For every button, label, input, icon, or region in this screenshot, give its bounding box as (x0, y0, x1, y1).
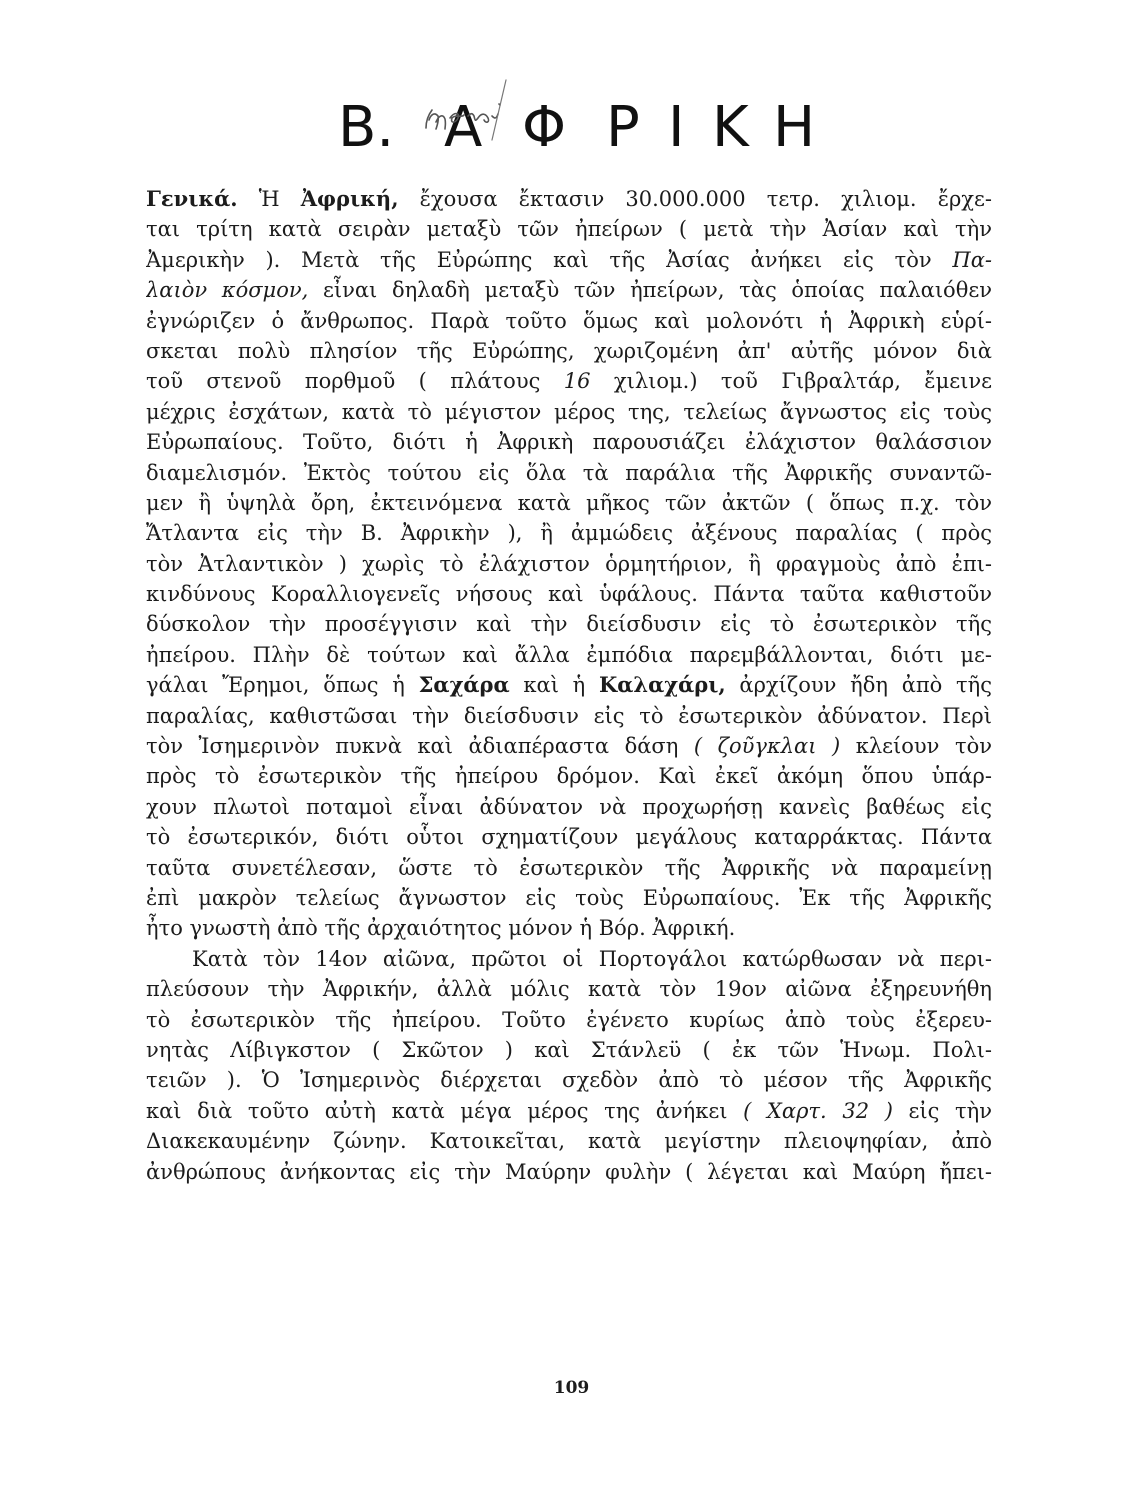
text-run: Ἀμερικὴν ). Μετὰ τῆς Εὐρώπης καὶ τῆς Ἀσίας ἀνήκει εἰς τὸν (146, 247, 953, 272)
text-line (146, 883, 992, 913)
italic-term: Πα- (952, 247, 992, 272)
text-line (146, 640, 992, 670)
text-line (146, 731, 992, 761)
text-line (146, 974, 992, 1004)
text-line (146, 458, 992, 488)
text-line (146, 1005, 992, 1035)
italic-term: ( ζοῦγκλαι ) (693, 734, 841, 759)
text-run: πρὸς τὸ ἐσωτερικὸν τῆς ἠπείρου δρόμον. Καὶ ἐκεῖ ἀκόμη ὅπου ὑπάρ- (146, 764, 992, 789)
italic-term: λαιὸν κόσμον, (146, 278, 309, 303)
heading-letter: Α (444, 95, 483, 160)
text-run: Εὐρωπαίους. Τοῦτο, διότι ἡ Ἀφρικὴ παρουσιάζει ἐλάχιστον θαλάσσιον (146, 430, 992, 455)
heading-letter: Κ (712, 95, 749, 160)
text-line (146, 853, 992, 883)
text-run: Ἄτλαντα εἰς τὴν Β. Ἀφρικὴν ), ἢ ἀμμώδεις ἀξένους παραλίας ( πρὸς (146, 521, 992, 546)
text-run: δύσκολον τὴν προσέγγισιν καὶ τὴν διείσδυσιν εἰς τὸ ἐσωτερικὸν τῆς (146, 612, 992, 637)
paragraph1 (146, 184, 992, 944)
text-run: νητὰς Λίβιγκστον ( Σκῶτον ) καὶ Στάνλεϋ ( ἐκ τῶν Ἡνωμ. Πολι- (146, 1037, 992, 1062)
bold-term: Ἀφρική, (300, 186, 399, 211)
text-line (146, 245, 992, 275)
text-run: Ἡ (237, 187, 301, 211)
page-number: 109 (553, 1378, 590, 1398)
text-line (146, 701, 992, 731)
text-run: Κατὰ τὸν 14ον αἰῶνα, πρῶτοι οἱ Πορτογάλοι κατώρθωσαν νὰ περι- (192, 946, 992, 971)
text-run: ἠπείρου. Πλὴν δὲ τούτων καὶ ἄλλα ἐμπόδια παρεμβάλλονται, διότι με- (146, 642, 992, 667)
bold-term: Σαχάρα (418, 672, 510, 698)
text-line (146, 488, 992, 518)
text-run: ἐπὶ μακρὸν τελείως ἄγνωστον εἰς τοὺς Εὐρωπαίους. Ἐκ τῆς Ἀφρικῆς (146, 885, 992, 910)
body-text (146, 184, 992, 1187)
text-line (146, 275, 992, 305)
text-line (146, 1065, 992, 1095)
text-run: ἦτο γνωστὴ ἀπὸ τῆς ἀρχαιότητος μόνον ἡ Βόρ. Ἀφρική. (146, 916, 736, 941)
heading-letter: Ι (668, 95, 685, 160)
text-run: μεν ἢ ὑψηλὰ ὄρη, ἐκτεινόμενα κατὰ μῆκος τῶν ἀκτῶν ( ὅπως π.χ. τὸν (146, 490, 992, 515)
heading-letter: Φ (522, 95, 567, 160)
text-run: χουν πλωτοὶ ποταμοὶ εἶναι ἀδύνατον νὰ προχωρήσῃ κανεὶς βαθέως εἰς (146, 794, 992, 819)
text-line (146, 792, 992, 822)
text-run: τειῶν ). Ὁ Ἰσημερινὸς διέρχεται σχεδὸν ἀπὸ τὸ μέσον τῆς Ἀφρικῆς (146, 1068, 992, 1093)
text-run: ἀνθρώπους ἀνήκοντας εἰς τὴν Μαύρην φυλὴν ( λέγεται καὶ Μαύρη ἤπει- (146, 1159, 992, 1184)
text-run: κινδύνους Κοραλλιογενεῖς νήσους καὶ ὑφάλους. Πάντα ταῦτα καθιστοῦν (146, 582, 992, 607)
heading-letter: Η (773, 95, 816, 160)
text-line (146, 397, 992, 427)
text-run: τὸ ἐσωτερικόν, διότι οὗτοι σχηματίζουν μεγάλους καταρράκτας. Πάντα (146, 825, 992, 850)
text-line (146, 1157, 992, 1187)
text-line (146, 336, 992, 366)
text-run: Διακεκαυμένην ζώνην. Κατοικεῖται, κατὰ μεγίστην πλειοψηφίαν, ἀπὸ (146, 1129, 992, 1154)
bold-term: Καλαχάρι, (598, 672, 726, 698)
text-line (146, 944, 992, 974)
text-line (146, 427, 992, 457)
text-run: καὶ ἡ (509, 673, 599, 698)
paragraph2 (146, 944, 992, 1187)
text-run: εἶναι δηλαδὴ μεταξὺ τῶν ἠπείρων, τὰς ὁποίας παλαιόθεν (308, 278, 992, 303)
text-line (146, 670, 992, 700)
text-run: ται τρίτη κατὰ σειρὰν μεταξὺ τῶν ἠπείρων ( μετὰ τὴν Ἀσίαν καὶ τὴν (146, 217, 992, 242)
text-run: σκεται πολὺ πλησίον τῆς Εὐρώπης, χωριζομένη ἀπ' αὐτῆς μόνον διὰ (146, 338, 992, 363)
text-line (146, 306, 992, 336)
text-run: μέχρις ἐσχάτων, κατὰ τὸ μέγιστον μέρος της, τελείως ἄγνωστος εἰς τοὺς (146, 399, 992, 424)
text-run: κλείουν τὸν (840, 734, 992, 759)
text-line (146, 518, 992, 548)
text-line (146, 1096, 992, 1126)
text-line (146, 1035, 992, 1065)
text-line (146, 822, 992, 852)
text-line (146, 579, 992, 609)
text-run: τὸν Ἀτλαντικὸν ) χωρὶς τὸ ἐλάχιστον ὁρμητήριον, ἢ φραγμοὺς ἀπὸ ἐπι- (146, 551, 992, 576)
text-run: γάλαι Ἔρημοι, ὅπως ἡ (146, 673, 419, 698)
text-line (146, 761, 992, 791)
text-run: ἔχουσα ἔκτασιν 30.000.000 τετρ. χιλιομ. ἔρχε- (398, 187, 992, 211)
text-run: πλεύσουν τὴν Ἀφρικήν, ἀλλὰ μόλις κατὰ τὸν 19ον αἰῶνα ἐξηρευνήθη (146, 977, 992, 1002)
text-run: χιλιομ.) τοῦ Γιβραλτάρ, ἔμεινε (590, 369, 992, 394)
text-line (146, 1126, 992, 1156)
text-run: τὸ ἐσωτερικὸν τῆς ἠπείρου. Τοῦτο ἐγένετο κυρίως ἀπὸ τοὺς ἐξερευ- (146, 1007, 992, 1032)
italic-term: ( Χαρτ. 32 ) (743, 1098, 893, 1123)
text-line (146, 913, 992, 943)
text-run: παραλίας, καθιστῶσαι τὴν διείσδυσιν εἰς τὸ ἐσωτερικὸν ἀδύνατον. Περὶ (146, 703, 992, 728)
handwritten-annotation (420, 74, 520, 144)
text-run: τὸν Ἰσημερινὸν πυκνὰ καὶ ἀδιαπέραστα δάση (146, 734, 694, 759)
text-line (146, 366, 992, 396)
text-run: καὶ διὰ τοῦτο αὐτὴ κατὰ μέγα μέρος της ἀνήκει (146, 1098, 744, 1123)
text-run: διαμελισμόν. Ἐκτὸς τούτου εἰς ὅλα τὰ παράλια τῆς Ἀφρικῆς συναντῶ- (146, 460, 992, 485)
text-line (146, 214, 992, 244)
heading-prefix: Β. (338, 95, 395, 160)
text-line (146, 549, 992, 579)
text-run: τοῦ στενοῦ πορθμοῦ ( πλάτους (146, 369, 564, 394)
text-run: ἀρχίζουν ἤδη ἀπὸ τῆς (725, 673, 992, 698)
text-line (146, 184, 992, 214)
text-run: ταῦτα συνετέλεσαν, ὥστε τὸ ἐσωτερικὸν τῆς Ἀφρικῆς νὰ παραμείνῃ (146, 855, 992, 880)
text-run: ἐγνώριζεν ὁ ἄνθρωπος. Παρὰ τοῦτο ὅμως καὶ μολονότι ἡ Ἀφρικὴ εὑρί- (146, 308, 992, 333)
bold-term: Γενικά. (146, 186, 238, 211)
heading-letter: Ρ (606, 95, 640, 160)
chapter-heading (0, 88, 1143, 168)
text-line (146, 609, 992, 639)
text-run: εἰς τὴν (892, 1098, 992, 1123)
italic-term: 16 (563, 369, 591, 394)
